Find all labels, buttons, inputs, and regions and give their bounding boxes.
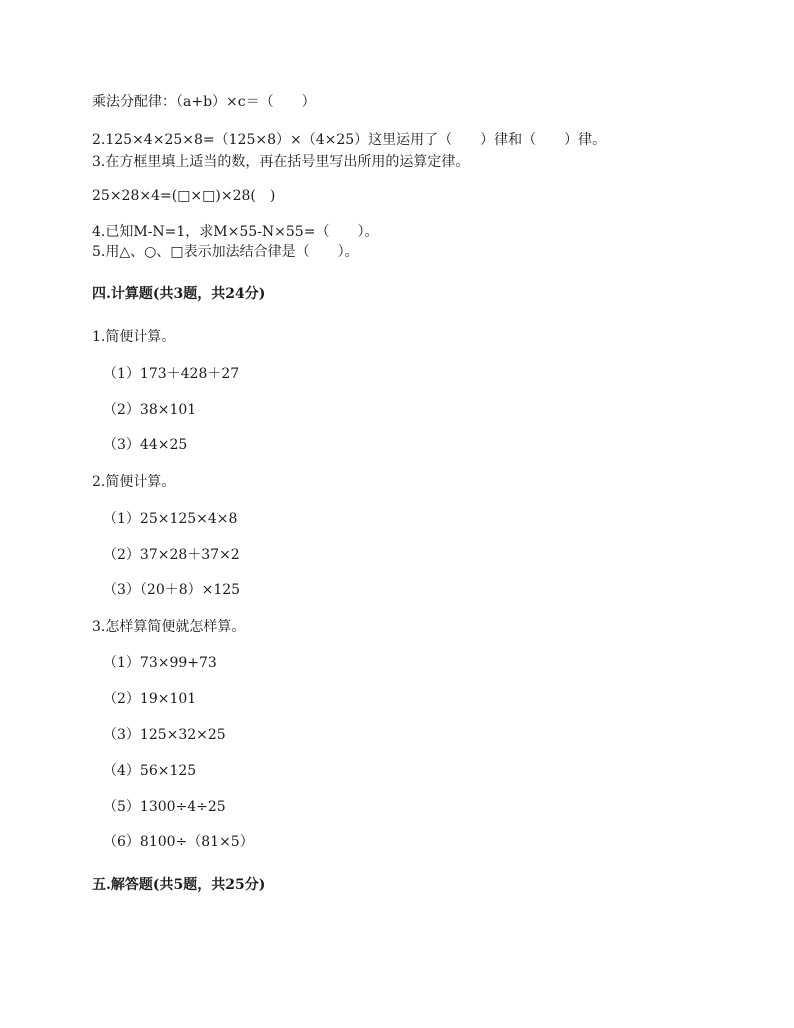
section-4-heading: 四.计算题(共3题，共24分)	[92, 286, 266, 302]
question-3-expression: 25×28×4=(□×□)×28( )	[92, 188, 276, 204]
section-4-q1-item-1: （1）173＋428＋27	[103, 366, 240, 382]
section-5-heading: 五.解答题(共5题，共25分)	[92, 877, 266, 893]
section-4-q2-item-2: （2）37×28＋37×2	[103, 547, 240, 563]
section-4-q3-item-5: （5）1300÷4÷25	[103, 799, 226, 815]
section-4-q3-title: 3.怎样算简便就怎样算。	[92, 619, 246, 635]
question-4-text: 4.已知M-N=1，求M×55-N×55=（ ）。	[92, 224, 379, 240]
section-4-q2-title: 2.简便计算。	[92, 474, 176, 490]
section-4-q1-title: 1.简便计算。	[92, 329, 176, 345]
section-4-q1-item-3: （3）44×25	[103, 437, 188, 453]
section-4-q3-item-2: （2）19×101	[103, 691, 197, 707]
section-4-q2-item-1: （1）25×125×4×8	[103, 511, 238, 527]
section-4-q1-item-2: （2）38×101	[103, 402, 197, 418]
section-4-q3-item-6: （6）8100÷（81×5）	[103, 834, 254, 850]
section-4-q3-item-1: （1）73×99+73	[103, 655, 217, 671]
section-4-q3-item-4: （4）56×125	[103, 763, 197, 779]
multiplication-distributive-law-line: 乘法分配律：（a+b）×c＝（ ）	[92, 94, 316, 110]
question-2-text: 2.125×4×25×8=（125×8）×（4×25）这里运用了（ ）律和（ ）律。	[92, 132, 607, 148]
section-4-q2-item-3: （3）（20＋8）×125	[103, 582, 241, 598]
question-5-text: 5.用△、○、□表示加法结合律是（ ）。	[92, 244, 359, 260]
question-3-text: 3.在方框里填上适当的数，再在括号里写出所用的运算定律。	[92, 154, 470, 170]
section-4-q3-item-3: （3）125×32×25	[103, 727, 226, 743]
